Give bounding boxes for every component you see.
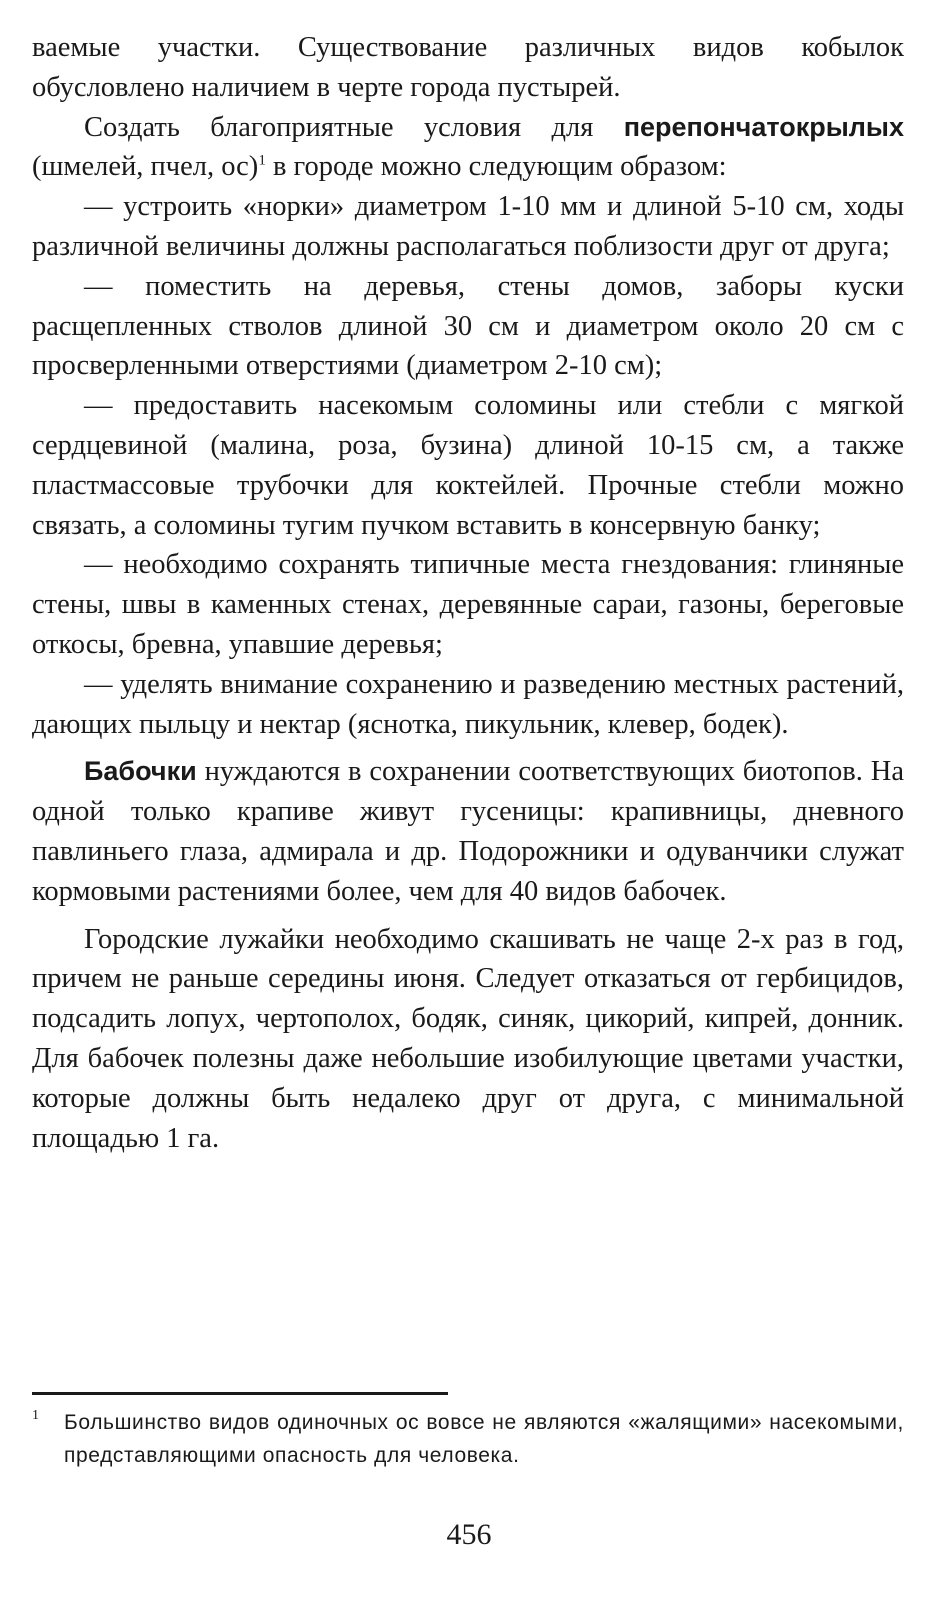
paragraph-text: Создать благоприятные условия для <box>84 111 624 143</box>
page-number: 456 <box>446 1518 492 1551</box>
list-item-burrows: — устроить «норки» диаметром 1-10 мм и длиной 5-10 см, ходы различной величины должны располагаться поблизости друг от друга; <box>32 191 904 262</box>
footnote <box>32 1406 904 1472</box>
list-item-stems: — предоставить насекомым соломины или стебли с мягкой сердцевиной (малина, роза, бузина) длиной 10-15 см, а также пластмассовые трубочки для коктейлей. Прочные стебли можно связать, а соломины тугим пучком вставить в консервную банку; <box>32 390 904 541</box>
footnote-divider <box>32 1392 448 1395</box>
footnote-mark: 1 <box>32 1408 40 1423</box>
paragraph-text: нуждаются в сохранении соответствующих биотопов. На одной только крапиве живут гусеницы: крапивницы, дневного павлиньего глаза, адмирала и др. Подорожники и одуванчики служат кормовыми растениями более, чем для 40 видов бабочек. <box>32 756 904 907</box>
bold-term-hymenoptera: перепончатокрылых <box>623 111 904 142</box>
paragraph-text: (шмелей, пчел, ос) <box>32 151 259 183</box>
bold-term-butterflies: Бабочки <box>84 756 197 787</box>
paragraph-text: в городе можно следующим образом: <box>265 151 727 183</box>
page-body <box>32 28 904 1158</box>
paragraph-lawns: Городские лужайки необходимо скашивать не чаще 2-х раз в год, причем не раньше середины июня. Следует отказаться от гербицидов, подсадить лопух, чертополох, бодяк, синяк, цикорий, кипрей, донник. Для бабочек полезны даже небольшие изобилующие цветами участки, которые должны быть недалеко друг от друга, с минимальной площадью 1 га. <box>32 923 904 1154</box>
paragraph-continuation: ваемые участки. Существование различных видов кобылок обусловлено наличием в черте города пустырей. <box>32 32 904 103</box>
paragraph-butterflies <box>32 752 904 911</box>
list-item-trunks: — поместить на деревья, стены домов, заборы куски расщепленных стволов длиной 30 см и диаметром около 20 см с просверленными отверстиями (диаметром 2-10 см); <box>32 270 904 382</box>
footnote-reference: 1 <box>258 152 266 169</box>
footnote-text: Большинство видов одиночных ос вовсе не являются «жалящими» насекомыми, представляющими опасность для человека. <box>64 1411 904 1467</box>
paragraph-hymenoptera <box>32 108 904 188</box>
list-item-local-plants: — уделять внимание сохранению и разведению местных растений, дающих пыльцу и нектар (яснотка, пикульник, клевер, бодек). <box>32 668 904 740</box>
main-text <box>32 28 904 1158</box>
list-item-nesting-sites: — необходимо сохранять типичные места гнездования: глиняные стены, швы в каменных стенах, деревянные сараи, газоны, береговые откосы, бревна, упавшие деревья; <box>32 549 904 660</box>
